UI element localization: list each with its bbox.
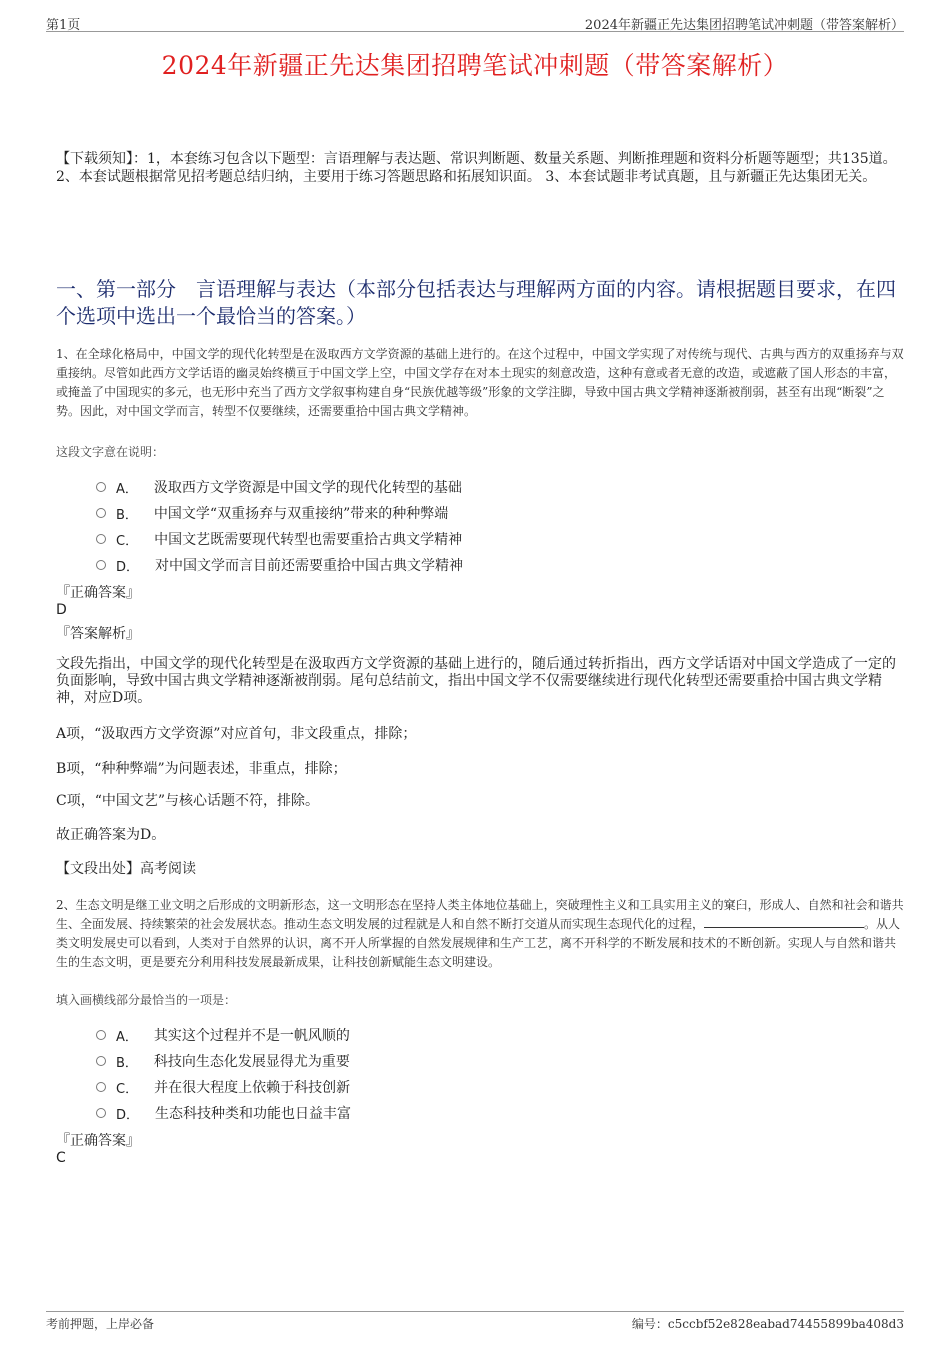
section-heading: 一、第一部分 言语理解与表达（本部分包括表达与理解两方面的内容。请根据题目要求，在四个选项中选出一个最恰当的答案。） — [56, 277, 896, 328]
radio-icon[interactable] — [96, 1030, 106, 1040]
page-title: 2024年新疆正先达集团招聘笔试冲刺题（带答案解析） — [161, 51, 789, 80]
radio-icon[interactable] — [96, 482, 106, 492]
question-1-conclusion: 故正确答案为D。 — [56, 827, 166, 843]
question-1-answer-label: 『正确答案』 — [56, 585, 140, 601]
download-notice: 【下载须知】：1，本套练习包含以下题型：言语理解与表达题、常识判断题、数量关系题、判断推理题和资料分析题等题型；共135道。 2、本套试题根据常见招考题总结归纳，主要用于练习答题思路和拓展知识面。 3、本套试题非考试真题，且与新疆正先达集团无关。 — [56, 151, 897, 185]
question-1-analysis: 文段先指出，中国文学的现代化转型是在汲取西方文学资源的基础上进行的，随后通过转折指出，西方文学话语对中国文学造成了一定的负面影响，导致中国古典文学精神逐渐被削弱。尾句总结前文，指出中国文学不仅需要继续进行现代化转型还需要重拾中国古典文学精神，对应D项。 — [56, 656, 896, 706]
question-1-option-b[interactable]: B． 中国文学“双重扬弃与双重接纳”带来的种种弊端 — [96, 503, 448, 523]
header-page-number: 第1页 — [46, 18, 81, 33]
radio-icon[interactable] — [96, 508, 106, 518]
question-1-note-c: C项，“中国文艺”与核心话题不符，排除。 — [56, 793, 320, 809]
question-1-note-b: B项，“种种弊端”为问题表述，非重点，排除； — [56, 761, 347, 777]
question-2-option-a[interactable]: A． 其实这个过程并不是一帆风顺的 — [96, 1025, 350, 1045]
question-1-answer: D — [56, 602, 67, 618]
header-doc-title: 2024年新疆正先达集团招聘笔试冲刺题（带答案解析） — [584, 18, 904, 33]
question-2-text: 2、生态文明是继工业文明之后形成的文明新形态，这一文明形态在坚持人类主体地位基础上，突破理性主义和工具实用主义的窠臼，形成人、自然和社会和谐共生、全面发展、持续繁荣的社会发展状态。推动生态文明发展的过程就是人和自然不断打交道从而实现生态现代化的过程， 。从人类文明发展史可以看到，人类对于自然界的认识，离不开人所掌握的自然发展规律和生产工艺，离不开科学的不断发展和技术的不断创新。实现人与自然和谐共生的生态文明，更是要充分利用科技发展最新成果，让科技创新赋能生态文明建设。 — [56, 898, 904, 969]
question-1-prompt: 这段文字意在说明： — [56, 445, 165, 459]
radio-icon[interactable] — [96, 1056, 106, 1066]
question-1-source: 【文段出处】高考阅读 — [56, 861, 196, 877]
question-1-analysis-label: 『答案解析』 — [56, 626, 140, 642]
footer-divider — [46, 1311, 904, 1312]
footer-doc-id: 编号：c5ccbf52e828eabad74455899ba408d3 — [631, 1317, 904, 1331]
footer-slogan: 考前押题，上岸必备 — [46, 1317, 155, 1331]
question-2-answer-label: 『正确答案』 — [56, 1133, 140, 1149]
fill-in-blank — [704, 915, 864, 928]
radio-icon[interactable] — [96, 534, 106, 544]
question-2-option-c[interactable]: C． 并在很大程度上依赖于科技创新 — [96, 1077, 350, 1097]
radio-icon[interactable] — [96, 1108, 106, 1118]
question-1-option-d[interactable]: D． 对中国文学而言目前还需要重拾中国古典文学精神 — [96, 555, 463, 575]
question-2-option-d[interactable]: D． 生态科技种类和功能也日益丰富 — [96, 1103, 351, 1123]
radio-icon[interactable] — [96, 560, 106, 570]
question-1-option-a[interactable]: A． 汲取西方文学资源是中国文学的现代化转型的基础 — [96, 477, 462, 497]
question-2-option-b[interactable]: B． 科技向生态化发展显得尤为重要 — [96, 1051, 350, 1071]
question-1-note-a: A项，“汲取西方文学资源”对应首句，非文段重点，排除； — [56, 726, 417, 742]
header-divider — [46, 31, 904, 32]
question-1-text: 1、在全球化格局中，中国文学的现代化转型是在汲取西方文学资源的基础上进行的。在这个过程中，中国文学实现了对传统与现代、古典与西方的双重扬弃与双重接纳。尽管如此西方文学话语的幽灵始终横亘于中国文学上空，中国文学存在对本土现实的刻意改造，这种有意或者无意的改造，或遮蔽了国人形态的丰富，或掩盖了中国现实的多元，也无形中充当了西方文学叙事构建自身“民族优越等级”形象的文学注脚，导致中国古典文学精神逐渐被削弱，甚至有出现“断裂”之势。因此，对中国文学而言，转型不仅要继续，还需要重拾中国古典文学精神。 — [56, 347, 904, 418]
question-2-answer: C — [56, 1150, 66, 1166]
question-1-option-c[interactable]: C． 中国文艺既需要现代转型也需要重拾古典文学精神 — [96, 529, 462, 549]
radio-icon[interactable] — [96, 1082, 106, 1092]
question-2-prompt: 填入画横线部分最恰当的一项是： — [56, 993, 237, 1007]
